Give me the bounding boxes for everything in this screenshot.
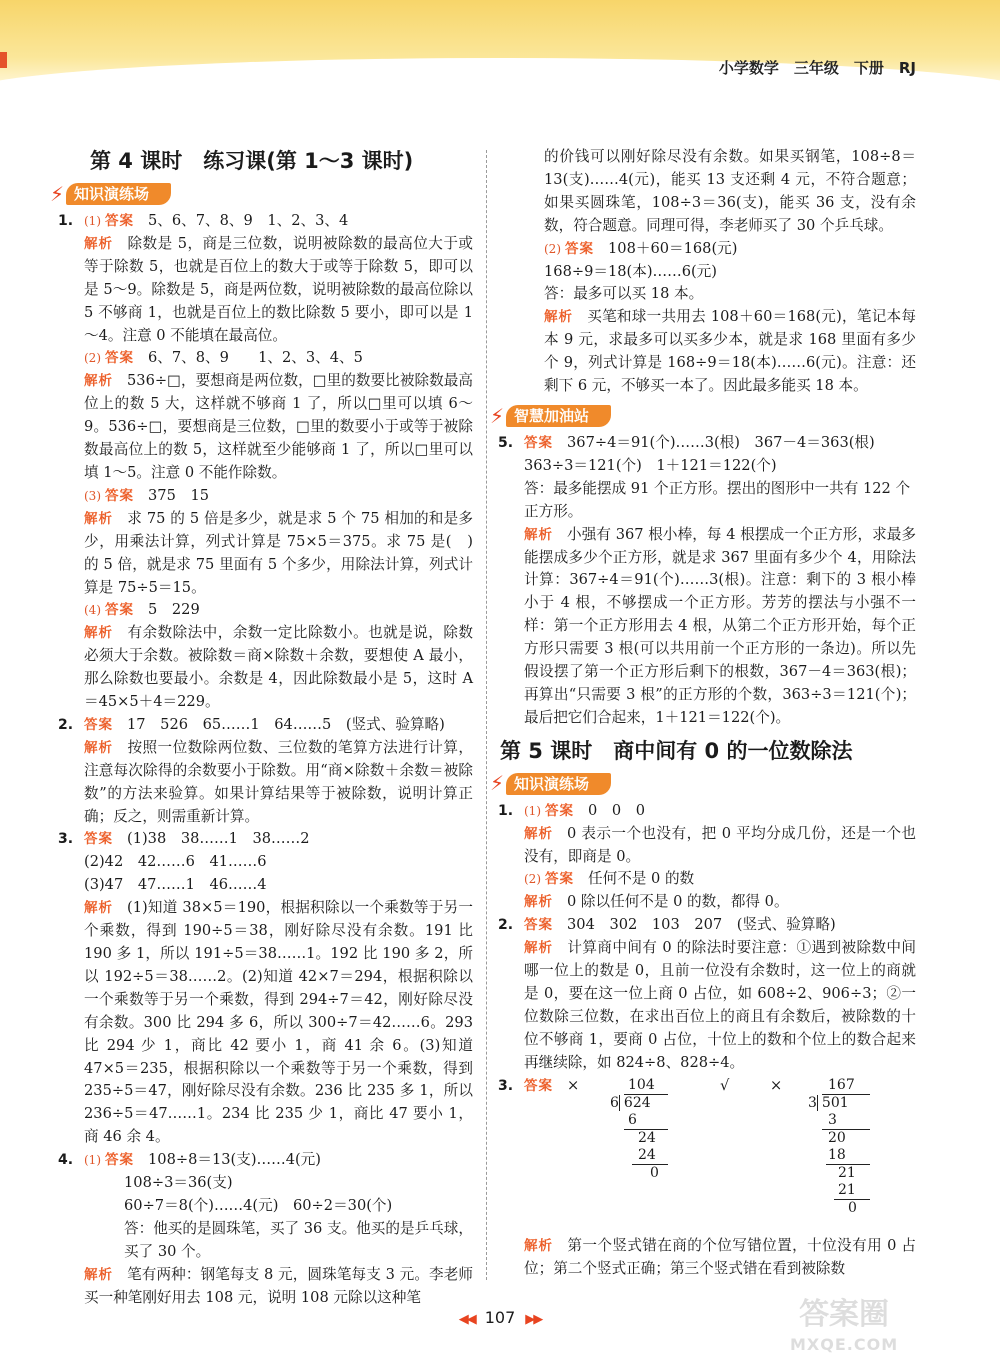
prev-arrow-icon: ◀◀ — [458, 1312, 475, 1327]
answer-line: (2)42 42……6 41……6 — [84, 853, 267, 871]
long-division-1 — [610, 1077, 668, 1182]
lightning-icon: ⚡ — [490, 771, 505, 796]
analysis-text: 计算商中间有 0 的除法时要注意：①遇到被除数中间哪一位上的数是 0，且前一位没有余数时，这一位上的商就是 0，要在这一位上商 0 占位，如 608÷2、906÷3；②一位数除三位数，在求出百位上的商且有余数后，被除数的十位不够商 1，要商 0 占位，十位上的数和个位上的数合起来再继续除，如 824÷8、828÷4。 — [524, 939, 916, 1071]
question-4-part-2 — [498, 238, 916, 398]
ld-step: 18 — [828, 1146, 846, 1163]
banner-label: 智慧加油站 — [506, 405, 611, 427]
page-number: 107 — [484, 1308, 516, 1327]
answer-text: 108＋60＝168(元) — [608, 239, 738, 257]
answer-text: 367÷4＝91(个)……3(根) 367－4＝363(根) — [567, 433, 875, 451]
analysis-text: 笔有两种：钢笔每支 8 元，圆珠笔每支 3 元。李老师买一种笔刚好用去 108 元，说明 108 元除以这种笔 — [84, 1265, 473, 1306]
ld-divisor: 3 — [808, 1094, 817, 1111]
answer-text: 304 302 103 207 (竖式、验算略) — [567, 916, 836, 934]
question-r1 — [498, 800, 916, 915]
ld-step: 21 — [838, 1164, 856, 1181]
question-number: 4. — [58, 1152, 74, 1169]
column-divider — [486, 150, 487, 1280]
analysis-text: 求 75 的 5 倍是多少，就是求 5 个 75 相加的和是多少，用乘法计算，列式计算是 75×5＝375。求 75 是( )的 5 倍，就是求 75 里面有 5 个多少，用除法计算，列式计算是 75÷5＝15。 — [84, 509, 473, 596]
sub-label: (2) — [524, 872, 541, 887]
analysis-tag: 解析 — [84, 739, 113, 756]
question-3 — [58, 828, 473, 1149]
analysis-tag: 解析 — [524, 894, 553, 911]
mark-wrong: × — [770, 1076, 783, 1094]
ld-step: 6 — [628, 1111, 637, 1128]
analysis-text: 0 表示一个也没有，把 0 平均分成几份，还是一个也没有，即商是 0。 — [524, 824, 916, 865]
question-1 — [58, 210, 473, 714]
lightning-icon: ⚡ — [490, 403, 505, 428]
answer-tag: 答案 — [105, 213, 134, 229]
analysis-text: 有余数除法中，余数一定比除数小。也就是说，除数必须大于余数。被除数＝商×除数＋余数，要想使 A 最小，那么除数也要最小。余数是 4，因此除数最小是 5，这时 A＝45×5＋4＝229。 — [84, 624, 473, 711]
answer-line: 答：最多可以买 18 本。 — [544, 285, 704, 303]
answer-line: 答：最多能摆成 91 个正方形。摆出的图形中一共有 122 个正方形。 — [524, 479, 911, 520]
analysis-tag: 解析 — [524, 1237, 553, 1254]
ld-step: 24 — [638, 1129, 656, 1146]
lesson-5-title: 第 5 课时 商中间有 0 的一位数除法 — [500, 738, 853, 763]
analysis-tag: 解析 — [544, 309, 573, 326]
answer-text: 17 526 65……1 64……5 (竖式、验算略) — [127, 715, 445, 733]
answer-tag: 答案 — [524, 434, 553, 451]
watermark — [790, 1297, 899, 1360]
answer-tag: 答案 — [105, 487, 134, 504]
answer-text: 任何不是 0 的数 — [588, 870, 695, 888]
ld-dividend: 501 — [817, 1095, 849, 1111]
ld-dividend: 624 — [619, 1095, 651, 1111]
ld-step: 21 — [838, 1181, 856, 1198]
answer-tag: 答案 — [84, 831, 113, 848]
question-r3 — [498, 1075, 916, 1281]
lightning-icon: ⚡ — [50, 181, 65, 206]
left-column — [50, 140, 473, 1310]
analysis-text: 536÷□，要想商是两位数，□里的数要比被除数最高位上的数 5 大，这样就不够商 1 了，所以□里可以填 6～9。536÷□，要想商是三位数，□里的数要小于或等于被除数最高位上的数 5，这样就至少能够商 1 了，所以□里可以填 1～5。注意 0 不能作除数。 — [84, 372, 473, 481]
next-arrow-icon: ▶▶ — [525, 1312, 542, 1327]
analysis-tag: 解析 — [84, 235, 113, 252]
question-number: 3. — [498, 1077, 514, 1094]
analysis-tag: 解析 — [524, 825, 553, 842]
answer-text: (1)38 38……1 38……2 — [127, 830, 310, 848]
question-5 — [498, 432, 916, 730]
answer-tag: 答案 — [524, 1077, 553, 1094]
analysis-tag: 解析 — [524, 940, 553, 957]
ld-quotient: 167 — [828, 1076, 855, 1093]
answer-text: 6、7、8、9 1、2、3、4、5 — [148, 349, 363, 367]
edge-tab — [0, 52, 7, 68]
analysis-tag: 解析 — [84, 900, 113, 917]
analysis-tag: 解析 — [84, 373, 113, 390]
question-r2 — [498, 914, 916, 1074]
answer-tag: 答案 — [105, 602, 134, 619]
banner-label: 知识演练场 — [506, 773, 611, 795]
analysis-text: 除数是 5，商是三位数，说明被除数的最高位大于或等于除数 5，也就是百位上的数大于或等于除数 5，即可以是 5～9。除数是 5，商是两位数，说明被除数的最高位除以 5 不够商 1，也就是百位上的数比除数 5 要小，即可以是 1～4。注意 0 不能填在最高位。 — [84, 234, 473, 344]
ld-step: 24 — [638, 1146, 656, 1163]
answer-line: 108÷3＝36(支) — [124, 1174, 233, 1192]
question-number: 3. — [58, 831, 74, 848]
analysis-text: (1)知道 38×5＝190，根据积除以一个乘数等于另一个乘数，得到 190÷5＝38，刚好除尽没有余数。191 比 190 多 1，所以 191÷5＝38……1。192 比 190 多 2，所以 192÷5＝38……2。(2)知道 42×7＝294，根据积除以一个乘数等于另一个乘数，得到 294÷7＝42，刚好除尽没有余数。300 比 294 多 6，所以 300÷7＝42……6。293 比 294 少 1，商比 42 要小 1，商 41 余 6。(3)知道 47×5＝235，根据积除以一个乘数等于另一个乘数，得到 235÷5＝47，刚好除尽没有余数。236 比 235 多 1，所以 236÷5＝47……1。234 比 235 少 1，商比 47 要小 1，商 46 余 4。 — [84, 899, 473, 1146]
ld-quotient: 104 — [628, 1076, 655, 1093]
answer-line: 60÷7＝8(个)……4(元) 60÷2＝30(个) — [124, 1196, 393, 1214]
section-banner-3 — [490, 772, 611, 796]
answer-line: 答：他买的是圆珠笔，买了 36 支。他买的是乒乓球，买了 30 个。 — [124, 1219, 473, 1260]
sub-label: (2) — [544, 241, 561, 256]
analysis-tag: 解析 — [84, 510, 113, 527]
ld-step: 20 — [828, 1129, 846, 1146]
sub-label: (1) — [84, 1153, 101, 1168]
analysis-continuation: 的价钱可以刚好除尽没有余数。如果买钢笔，108÷8＝13(支)……4(元)，能买 13 支还剩 4 元，不符合题意；如果买圆珠笔，108÷3＝36(支)，能买 36 支，没有余数，符合题意。同理可得，李老师买了 30 个乒乓球。 — [544, 148, 916, 234]
sub-label: (2) — [84, 351, 101, 366]
answer-text: 0 0 0 — [588, 801, 646, 819]
answer-tag: 答案 — [524, 917, 553, 934]
mark-right: √ — [720, 1076, 730, 1094]
watermark-url: MXQE.COM — [790, 1335, 899, 1354]
answer-text: 108÷8＝13(支)……4(元) — [148, 1151, 321, 1169]
ld-step: 3 — [828, 1111, 837, 1128]
section-banner — [50, 182, 171, 206]
sub-label: (1) — [524, 803, 541, 818]
analysis-text: 小强有 367 根小棒，每 4 根摆成一个正方形，求最多能摆成多少个正方形，就是求 367 里面有多少个 4，用除法计算：367÷4＝91(个)……3(根)。注意：剩下的 3 根小棒小于 4 根，不够摆成一个正方形。芳芳的摆法与小强不一样：第一个正方形用去 4 根，从第二个正方形开始，每个正方形只需要 3 根(可以共用前一个正方形的一条边)。所以先假设摆了第一个正方形后剩下的根数，367－4＝363(根)；再算出“只需要 3 根”的正方形的个数，363÷3＝121(个)；最后把它们合起来，1＋121＝122(个)。 — [524, 525, 916, 726]
answer-text: 375 15 — [148, 486, 210, 504]
answer-tag: 答案 — [105, 1152, 134, 1169]
answer-tag: 答案 — [565, 240, 594, 257]
analysis-text: 买笔和球一共用去 108＋60＝168(元)，笔记本每本 9 元，求最多可以买多少本，就是求 168 里面有多少个 9，列式计算是 168÷9＝18(本)……6(元)。注意：还剩下 6 元，不够买一本了。因此最多能买 18 本。 — [544, 308, 916, 395]
ld-divisor: 6 — [610, 1094, 619, 1111]
question-2 — [58, 714, 473, 829]
question-number: 2. — [498, 917, 514, 934]
answer-tag: 答案 — [105, 350, 134, 367]
question-number: 5. — [498, 434, 514, 451]
banner-label: 知识演练场 — [66, 183, 171, 205]
page-header: 小学数学 三年级 下册 RJ — [718, 59, 916, 77]
watermark-title: 答案圈 — [799, 1297, 890, 1332]
answer-tag: 答案 — [545, 871, 574, 888]
answer-line: 363÷3＝121(个) 1＋121＝122(个) — [524, 456, 777, 474]
answer-text: 5、6、7、8、9 1、2、3、4 — [148, 212, 349, 229]
ld-step: 0 — [848, 1199, 857, 1216]
sub-label: (4) — [84, 603, 101, 618]
lesson-4-title: 第 4 课时 练习课(第 1～3 课时) — [90, 149, 414, 173]
answer-line: 168÷9＝18(本)……6(元) — [544, 262, 717, 280]
question-4 — [58, 1149, 473, 1309]
mark-wrong: × — [567, 1076, 580, 1094]
analysis-text: 0 除以任何不是 0 的数，都得 0。 — [567, 893, 789, 911]
question-number: 1. — [58, 213, 74, 229]
analysis-text: 按照一位数除两位数、三位数的笔算方法进行计算，注意每次除得的余数要小于除数。用“商×除数＋余数＝被除数”的方法来验算。如果计算结果等于被除数，说明计算正确；反之，则需重新计算。 — [84, 738, 473, 825]
long-division-2 — [808, 1077, 870, 1217]
answer-text: 5 229 — [148, 601, 200, 619]
top-band — [0, 0, 1000, 105]
ld-step: 0 — [650, 1164, 659, 1181]
section-banner-2 — [490, 404, 611, 428]
sub-label: (1) — [84, 214, 101, 228]
analysis-tag: 解析 — [524, 526, 553, 543]
analysis-text: 第一个竖式错在商的个位写错位置，十位没有用 0 占位；第二个竖式正确；第三个竖式错在看到被除数 — [524, 1236, 916, 1277]
sub-label: (3) — [84, 488, 101, 503]
answer-tag: 答案 — [84, 716, 113, 733]
right-column — [490, 146, 916, 1280]
answer-line: (3)47 47……1 46……4 — [84, 876, 267, 894]
answer-tag: 答案 — [545, 802, 574, 819]
analysis-tag: 解析 — [84, 625, 113, 642]
question-number: 2. — [58, 716, 74, 733]
question-number: 1. — [498, 802, 514, 819]
analysis-tag: 解析 — [84, 1266, 113, 1283]
